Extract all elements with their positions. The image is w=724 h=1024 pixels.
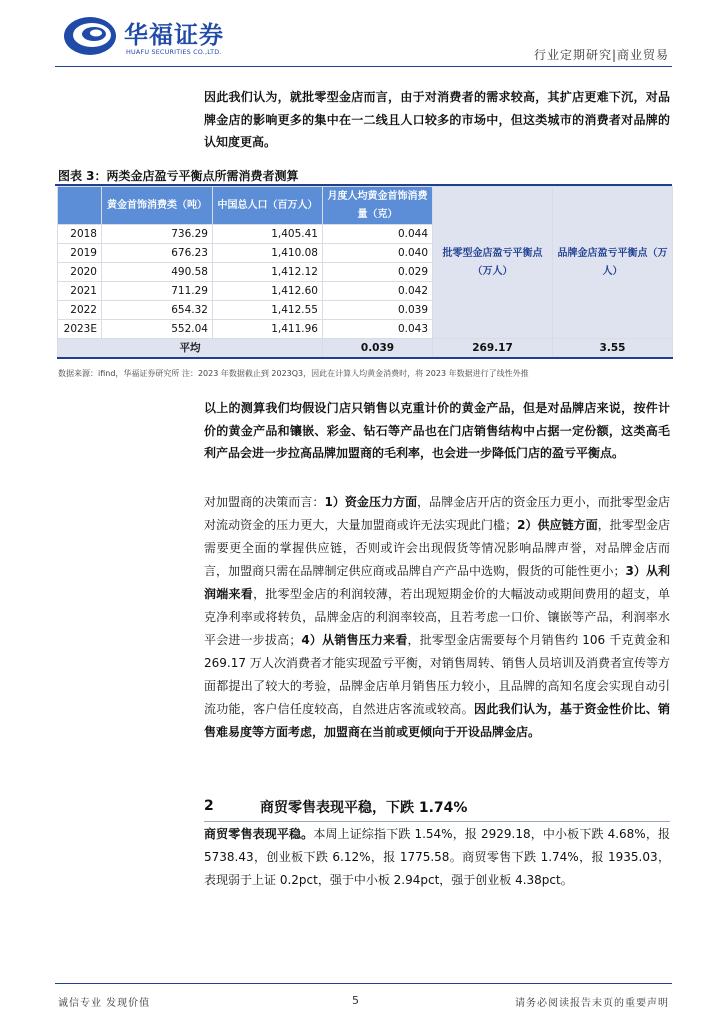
company-logo [62,14,262,62]
row-consumption: 711.29 [102,282,213,301]
logo-chinese-name: 华福证券 [124,20,224,49]
row-per-capita: 0.042 [323,282,433,301]
assumption-paragraph: 以上的测算我们均假设门店只销售以克重计价的黄金产品，但是对品牌店来说，按件计价的黄金产品和镶嵌、彩金、钻石等产品也在门店销售结构中占据一定份额，这类高毛利产品会进一步拉高品牌加盟商的毛利率，也会进一步降低门店的盈亏平衡点。 [204,401,670,460]
row-per-capita: 0.029 [323,263,433,282]
point-profit: 3）从利润端来看 [204,564,670,601]
market-paragraph [204,823,670,892]
brand-breakeven-label: 品牌金店盈亏平衡点（万人） [553,187,673,339]
decision-text-1: ，品牌金店开店的资金压力更小，而批零型金店对流动资金的压力更大，大量加盟商或许无法实现此门槛； [204,495,670,532]
row-consumption: 490.58 [102,263,213,282]
point-supply-chain: 2）供应链方面 [517,518,598,532]
header-consumption: 黄金首饰消费类（吨） [102,187,213,225]
row-year: 2021 [58,282,102,301]
intro-paragraph: 因此我们认为，就批零型金店而言，由于对消费者的需求较高，其扩店更难下沉，对品牌金店的影响更多的集中在一二线且人口较多的市场中，但这类城市的消费者对品牌的认知度更高。 [204,90,670,149]
footer-slogan: 诚信专业 发现价值 [58,998,151,1009]
header-population: 中国总人口（百万人） [213,187,323,225]
row-year: 2023E [58,320,102,339]
row-consumption: 552.04 [102,320,213,339]
wholesale-breakeven-label: 批零型金店盈亏平衡点（万人） [433,187,553,339]
row-per-capita: 0.040 [323,244,433,263]
row-population: 1,411.96 [213,320,323,339]
row-consumption: 736.29 [102,225,213,244]
row-year: 2020 [58,263,102,282]
section-rule [204,821,670,822]
decision-text-4: ，批零型金店需要每个月销售约 106 千克黄金和 269.17 万人次消费者才能实现盈亏平衡，对销售周转、销售人员培训及消费者宣传等方面都提出了较大的考验，品牌金店单月销售压力较小，且品牌的高知名度会实现自动引流功能，客户信任度较高，自然进店客流或较高。 [204,633,670,716]
row-year: 2022 [58,301,102,320]
header-per-capita: 月度人均黄金首饰消费量（克） [323,187,433,225]
decision-intro-text: 对加盟商的决策而言： [204,495,325,509]
row-consumption: 676.23 [102,244,213,263]
header-year [58,187,102,225]
row-population: 1,412.55 [213,301,323,320]
table-average-row [58,339,673,358]
header-divider [55,66,672,67]
report-type: 行业定期研究|商业贸易 [533,48,669,62]
footer-divider [55,983,672,984]
breakeven-table [57,186,673,359]
row-population: 1,410.08 [213,244,323,263]
market-lead: 商贸零售表现平稳。 [204,827,314,841]
point-sales-pressure: 4）从销售压力来看 [301,633,408,647]
decision-text-2: ，批零型金店需要更全面的掌握供应链，否则或许会出现假货等情况影响品牌声誉，对品牌金店而言，加盟商只需在品牌制定供应商或品牌自产产品中选购，假货的可能性更小； [204,518,670,578]
decision-conclusion: 因此我们认为，基于资金性价比、销售难易度等方面考虑，加盟商在当前或更倾向于开设品牌金店。 [204,702,670,739]
page-number: 5 [352,994,359,1007]
average-per-capita: 0.039 [323,339,433,358]
section-title: 商贸零售表现平稳，下跌 1.74% [260,800,468,816]
row-per-capita: 0.044 [323,225,433,244]
row-year: 2019 [58,244,102,263]
row-population: 1,412.12 [213,263,323,282]
point-capital-pressure: 1）资金压力方面 [324,495,418,509]
average-label: 平均 [58,339,323,358]
decision-paragraph [204,491,670,744]
row-year: 2018 [58,225,102,244]
section-number: 2 [204,798,214,814]
table-header-row [58,187,673,225]
row-per-capita: 0.043 [323,320,433,339]
row-consumption: 654.32 [102,301,213,320]
row-per-capita: 0.039 [323,301,433,320]
logo-english-name: HUAFU SECURITIES CO.,LTD. [126,48,222,56]
figure-title: 图表 3：两类金店盈亏平衡点所需消费者测算 [58,169,299,183]
row-population: 1,405.41 [213,225,323,244]
figure-source-note: 数据来源：ifind，华福证券研究所 注：2023 年数据截止到 2023Q3，因此在计算人均黄金消费时，将 2023 年数据进行了线性外推 [58,369,529,378]
footer-disclaimer: 请务必阅读报告末页的重要声明 [515,998,669,1009]
average-brand-breakeven: 3.55 [553,339,673,358]
market-body: 本周上证综指下跌 1.54%，报 2929.18，中小板下跌 4.68%，报 5738.43，创业板下跌 6.12%，报 1775.58。商贸零售下跌 1.74%，报 1935.03，表现弱于上证 0.2pct，强于中小板 2.94pct，强于创业板 4.38pct。 [204,827,670,887]
average-wholesale-breakeven: 269.17 [433,339,553,358]
huafu-logo-icon [62,14,118,58]
row-population: 1,412.60 [213,282,323,301]
decision-text-3: ，批零型金店的利润较薄，若出现短期金价的大幅波动或期间费用的超支，单克净利率或将转负，品牌金店的利润率较高，且若考虑一口价、镶嵌等产品，利润率水平会进一步拔高； [204,587,670,647]
